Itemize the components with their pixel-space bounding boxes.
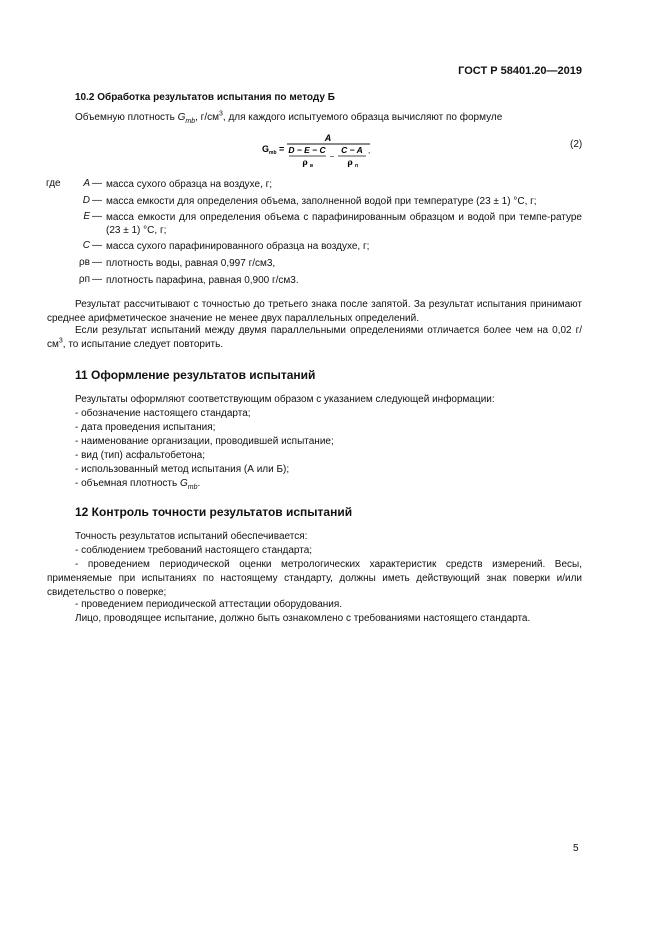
section-12-closing: Лицо, проводящее испытание, должно быть ознакомлено с требованиями настоящего стандарта. — [75, 613, 531, 624]
formula-numerator: A — [324, 133, 332, 143]
definition-text: плотность парафина, равная 0,900 г/см3. — [106, 275, 299, 286]
section-11-heading: 11 Оформление результатов испытаний — [75, 368, 316, 382]
list-item: - объемная плотность $G_{mb}$. — [75, 478, 201, 491]
formula-gmb — [262, 132, 372, 170]
definition-text: масса сухого образца на воздухе, г; — [106, 179, 273, 190]
list-item: - использованный метод испытания (А или Б); — [75, 464, 290, 475]
list-item: - дата проведения испытания; — [75, 422, 216, 433]
section-10-2-paragraph-2: Если результат испытаний между двумя параллельными определениями отличается более чем на 0,02 $г/см^3$, то испытание следует повторить. — [47, 325, 582, 350]
formula-lhs: G — [262, 144, 270, 154]
formula-minus: − — [329, 152, 335, 161]
definition-symbol: D — [82, 195, 90, 206]
definition-dash: — — [92, 178, 102, 189]
definition-symbol: A — [83, 178, 90, 189]
definition-dash: — — [92, 211, 102, 222]
section-10-2-intro: Объемную плотность $G_{mb}$, $г/см^3$, для каждого испытуемого образца вычисляют по формуле — [75, 110, 503, 125]
formula-eq: = — [279, 144, 285, 154]
list-item: - соблюдением требований настоящего стандарта; — [75, 545, 313, 556]
section-10-2-paragraph-1: Результат рассчитывают с точностью до третьего знака после запятой. За результат испытания принимают среднее арифметическое значение не менее двух параллельных определений. — [47, 299, 582, 324]
list-item: - вид (тип) асфальтобетона; — [75, 450, 206, 461]
formula-den-right-num: C − A — [341, 145, 363, 155]
section-11-lead: Результаты оформляют соответствующим образом с указанием следующей информации: — [75, 394, 495, 405]
document-id-header: ГОСТ Р 58401.20—2019 — [458, 65, 582, 77]
formula-den-right-den: ρ — [347, 157, 353, 167]
section-10-2-heading: 10.2 Обработка результатов испытания по методу Б — [75, 92, 335, 103]
definition-text: плотность воды, равная 0,997 г/см3, — [106, 258, 276, 269]
list-item: - проведением периодической аттестации оборудования. — [75, 599, 343, 610]
definition-symbol: ρп — [78, 274, 90, 285]
definition-symbol: C — [82, 240, 90, 251]
formula-den-right-den-sub: п — [355, 163, 359, 169]
formula-number: (2) — [570, 139, 583, 150]
definition-symbol: E — [83, 211, 90, 222]
section-12-heading: 12 Контроль точности результатов испытаний — [75, 505, 353, 519]
definition-dash: — — [92, 240, 102, 251]
list-item: - обозначение настоящего стандарта; — [75, 408, 251, 419]
formula-den-left-den-sub: в — [310, 163, 314, 169]
definition-symbol: ρв — [78, 257, 90, 268]
definition-dash: — — [92, 195, 102, 206]
definition-dash: — — [92, 257, 102, 268]
list-item: - наименование организации, проводившей испытание; — [75, 436, 334, 447]
definition-dash: — — [92, 274, 102, 285]
section-12-lead: Точность результатов испытаний обеспечивается: — [75, 531, 308, 542]
formula-den-left-num: D − E − C — [288, 145, 326, 155]
definition-text: масса емкости для определения объема с парафинированным образцом и водой при темпе-ратуре (23 ± 1) °С, г; — [106, 212, 582, 236]
formula-den-left-den: ρ — [302, 157, 308, 167]
formula-tail: , — [368, 146, 371, 155]
list-item: - проведением периодической оценки метрологических характеристик средств измерений. Весы, применяемые при испытаниях по настоящему стандарту, должны иметь действующий знак поверки и/или свидетельство о поверке; — [47, 559, 582, 598]
page-number: 5 — [573, 843, 579, 854]
definition-text: масса сухого парафинированного образца на воздухе, г; — [106, 241, 370, 252]
definition-text: масса емкости для определения объема, заполненной водой при температуре (23 ± 1) °С, г; — [106, 196, 537, 207]
definitions-where-label: где — [46, 178, 61, 189]
formula-lhs-sub: mb — [269, 150, 277, 156]
